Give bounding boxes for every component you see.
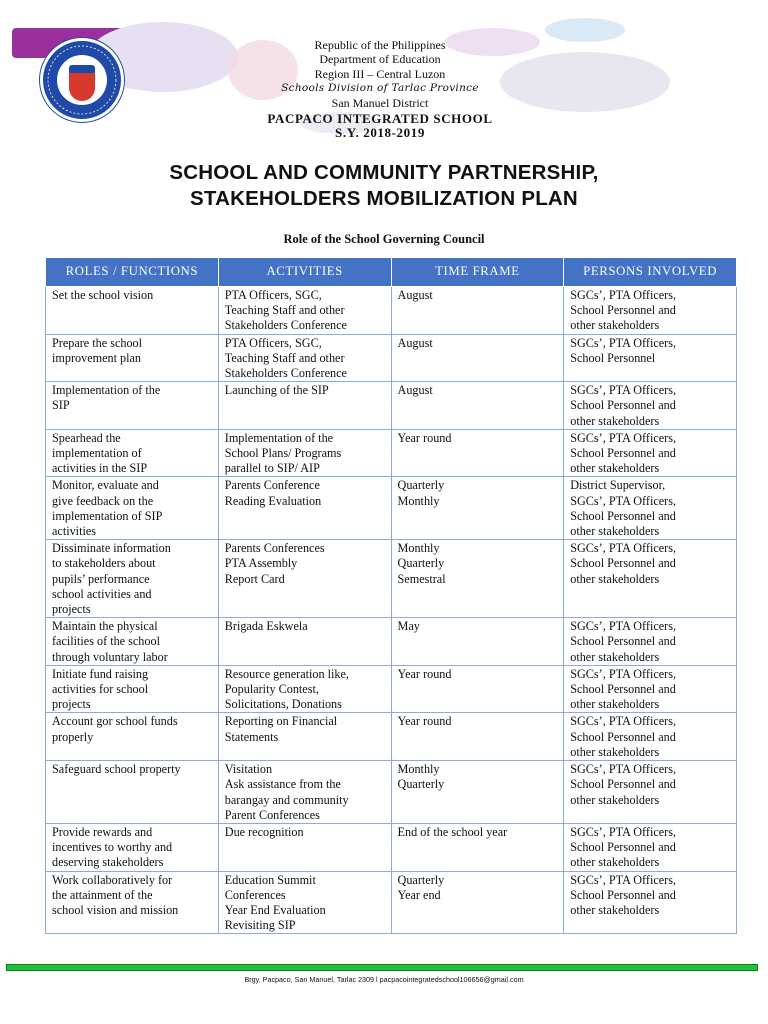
table-row <box>46 334 737 382</box>
cell-persons: SGCs’, PTA Officers, School Personnel and other stakeholders <box>564 540 737 618</box>
cell-time-frame: End of the school year <box>391 823 564 871</box>
cell-activities: Parents Conference Reading Evaluation <box>218 477 391 540</box>
cell-time-frame: Year round <box>391 429 564 477</box>
deped-seal-logo <box>40 38 124 122</box>
cell-role: Dissiminate information to stakeholders about pupils’ performance school activities and projects <box>46 540 219 618</box>
header-school-name: PACPACO INTEGRATED SCHOOL <box>267 111 493 127</box>
table-row <box>46 823 737 871</box>
table-row <box>46 665 737 713</box>
cell-persons: SGCs’, PTA Officers, School Personnel and other stakeholders <box>564 665 737 713</box>
header-activities: ACTIVITIES <box>218 258 391 287</box>
header-persons-involved: PERSONS INVOLVED <box>564 258 737 287</box>
cell-persons: SGCs’, PTA Officers, School Personnel and other stakeholders <box>564 823 737 871</box>
cell-time-frame: Quarterly Monthly <box>391 477 564 540</box>
cell-activities: Education Summit Conferences Year End Evaluation Revisiting SIP <box>218 871 391 934</box>
cell-role: Safeguard school property <box>46 761 219 824</box>
table-row <box>46 761 737 824</box>
cell-activities: Due recognition <box>218 823 391 871</box>
cell-role: Set the school vision <box>46 287 219 335</box>
header-department: Department of Education <box>319 52 441 67</box>
letterhead <box>160 38 600 141</box>
document-title <box>40 160 728 212</box>
cell-persons: District Supervisor, SGCs’, PTA Officers, School Personnel and other stakeholders <box>564 477 737 540</box>
cell-persons: SGCs’, PTA Officers, School Personnel <box>564 334 737 382</box>
cell-role: Provide rewards and incentives to worthy and deserving stakeholders <box>46 823 219 871</box>
mobilization-plan-table <box>45 257 737 934</box>
cell-persons: SGCs’, PTA Officers, School Personnel and other stakeholders <box>564 429 737 477</box>
table-row <box>46 540 737 618</box>
cell-activities: Brigada Eskwela <box>218 618 391 666</box>
table-header-row <box>46 258 737 287</box>
header-time-frame: TIME FRAME <box>391 258 564 287</box>
cell-persons: SGCs’, PTA Officers, School Personnel and other stakeholders <box>564 713 737 761</box>
header-roles-functions: ROLES / FUNCTIONS <box>46 258 219 287</box>
cell-persons: SGCs’, PTA Officers, School Personnel and other stakeholders <box>564 761 737 824</box>
header-district: San Manuel District <box>331 95 429 110</box>
cell-time-frame: Monthly Quarterly Semestral <box>391 540 564 618</box>
cell-time-frame: Year round <box>391 665 564 713</box>
cell-role: Prepare the school improvement plan <box>46 334 219 382</box>
footer-divider <box>6 964 758 971</box>
cell-role: Spearhead the implementation of activities in the SIP <box>46 429 219 477</box>
cell-role: Monitor, evaluate and give feedback on the implementation of SIP activities <box>46 477 219 540</box>
cell-activities: PTA Officers, SGC, Teaching Staff and other Stakeholders Conference <box>218 287 391 335</box>
header-region: Region III – Central Luzon <box>314 66 446 81</box>
cell-activities: Parents Conferences PTA Assembly Report Card <box>218 540 391 618</box>
cell-role: Maintain the physical facilities of the school through voluntary labor <box>46 618 219 666</box>
table-row <box>46 477 737 540</box>
cell-persons: SGCs’, PTA Officers, School Personnel and other stakeholders <box>564 287 737 335</box>
cell-time-frame: August <box>391 334 564 382</box>
table-row <box>46 429 737 477</box>
seal-shield-icon <box>69 65 95 101</box>
table-row <box>46 618 737 666</box>
cell-persons: SGCs’, PTA Officers, School Personnel and other stakeholders <box>564 871 737 934</box>
footer-address: Brgy. Pacpaco, San Manuel, Tarlac 2309 l pacpacointegratedschool106656@gmail.com <box>244 975 524 984</box>
cell-activities: Reporting on Financial Statements <box>218 713 391 761</box>
header-republic: Republic of the Philippines <box>314 38 446 52</box>
cell-activities: PTA Officers, SGC, Teaching Staff and other Stakeholders Conference <box>218 334 391 382</box>
cell-time-frame: Monthly Quarterly <box>391 761 564 824</box>
cell-role: Implementation of the SIP <box>46 382 219 430</box>
table-row <box>46 287 737 335</box>
cell-persons: SGCs’, PTA Officers, School Personnel and other stakeholders <box>564 382 737 430</box>
cell-role: Account gor school funds properly <box>46 713 219 761</box>
cell-time-frame: August <box>391 382 564 430</box>
header-school-year: S.Y. 2018-2019 <box>335 125 425 141</box>
cell-time-frame: August <box>391 287 564 335</box>
cell-activities: Visitation Ask assistance from the barangay and community Parent Conferences <box>218 761 391 824</box>
title-line-1: SCHOOL AND COMMUNITY PARTNERSHIP, <box>169 161 599 184</box>
cell-time-frame: Year round <box>391 713 564 761</box>
document-subtitle: Role of the School Governing Council <box>283 232 485 246</box>
table-row <box>46 382 737 430</box>
table-body <box>46 287 737 934</box>
table-row <box>46 871 737 934</box>
cell-activities: Launching of the SIP <box>218 382 391 430</box>
cell-time-frame: Quarterly Year end <box>391 871 564 934</box>
title-line-2: STAKEHOLDERS MOBILIZATION PLAN <box>190 187 578 210</box>
cell-role: Initiate fund raising activities for school projects <box>46 665 219 713</box>
cell-role: Work collaboratively for the attainment of the school vision and mission <box>46 871 219 934</box>
header-division: Schools Division of Tarlac Province <box>281 82 479 95</box>
table-row <box>46 713 737 761</box>
cell-activities: Implementation of the School Plans/ Programs parallel to SIP/ AIP <box>218 429 391 477</box>
cell-persons: SGCs’, PTA Officers, School Personnel and other stakeholders <box>564 618 737 666</box>
cell-time-frame: May <box>391 618 564 666</box>
cell-activities: Resource generation like, Popularity Contest, Solicitations, Donations <box>218 665 391 713</box>
